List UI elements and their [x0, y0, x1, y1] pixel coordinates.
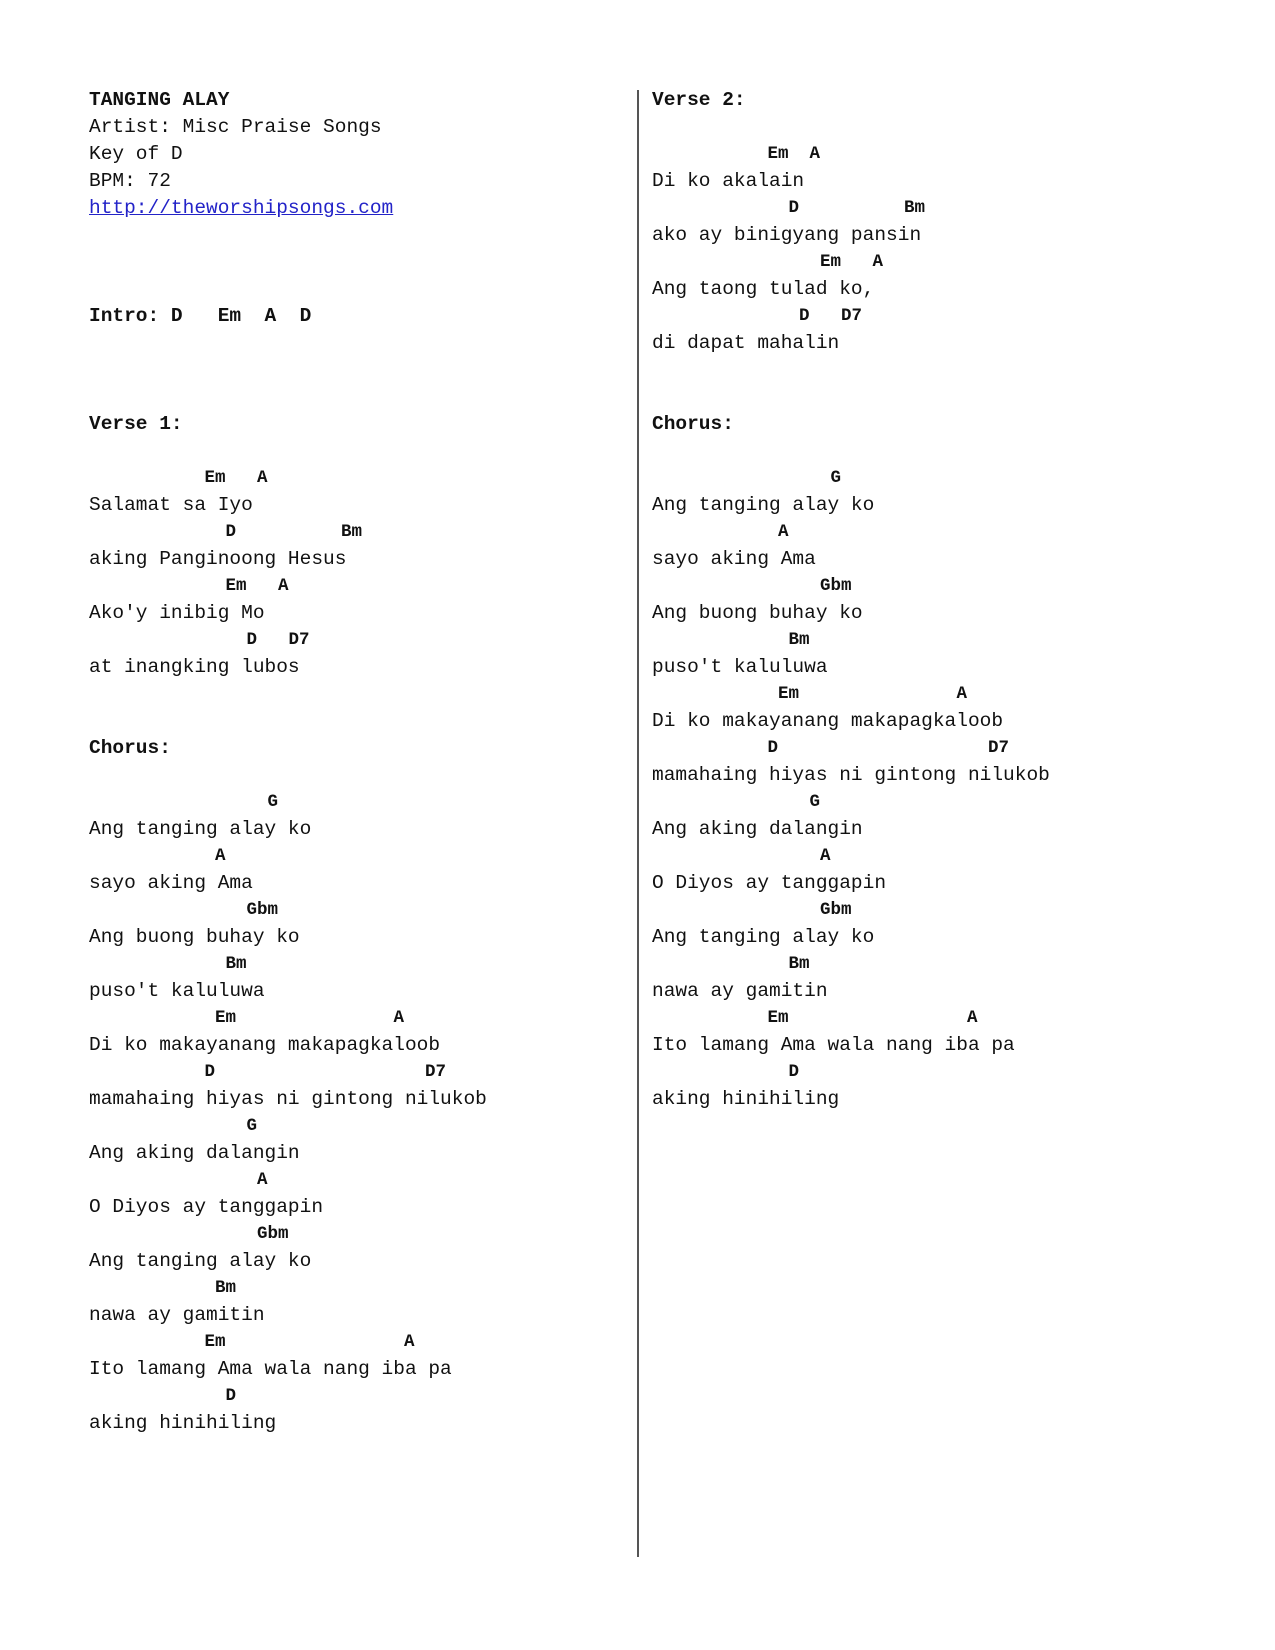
chord-line: Em A [652, 252, 884, 272]
lyric-line: ako ay binigyang pansin [652, 224, 922, 246]
lyric-line: Ang aking dalangin [652, 818, 863, 840]
lyric-line: Ang buong buhay ko [89, 926, 300, 948]
chord-line: A [89, 1170, 268, 1190]
chord-line: Em A [652, 1008, 978, 1028]
chord-line: D [652, 1062, 800, 1082]
lyric-line: Ang tanging alay ko [652, 926, 875, 948]
verse2-label: Verse 2: [652, 89, 746, 111]
chord-line: D D7 [89, 1062, 447, 1082]
artist-line: Artist: Misc Praise Songs [89, 116, 382, 138]
lyric-line: Ang tanging alay ko [652, 494, 875, 516]
chord-line: Em A [652, 684, 968, 704]
lyric-line: Di ko makayanang makapagkaloob [89, 1034, 441, 1056]
lyric-line: puso't kaluluwa [652, 656, 828, 678]
lyric-line: at inangking lubos [89, 656, 300, 678]
chord-line: Gbm [89, 1224, 289, 1244]
chord-line: G [89, 792, 279, 812]
chorus-right-lines [652, 465, 1252, 1113]
chord-line: D Bm [652, 198, 926, 218]
chord-line: Bm [89, 1278, 237, 1298]
lyric-line: nawa ay gamitin [652, 980, 828, 1002]
chord-line: A [89, 846, 226, 866]
chord-line: D Bm [89, 522, 363, 542]
lyric-line: mamahaing hiyas ni gintong nilukob [652, 764, 1050, 786]
chord-line: A [652, 522, 789, 542]
chord-line: Em A [89, 1008, 405, 1028]
lyric-line: Ang tanging alay ko [89, 1250, 312, 1272]
song-title: TANGING ALAY [89, 89, 230, 111]
chord-line: Gbm [652, 900, 852, 920]
chord-line: A [652, 846, 831, 866]
lyric-line: Ito lamang Ama wala nang iba pa [652, 1034, 1015, 1056]
chord-line: Em A [652, 144, 821, 164]
chord-line: Gbm [652, 576, 852, 596]
lyric-line: Ang buong buhay ko [652, 602, 863, 624]
lyric-line: sayo aking Ama [89, 872, 253, 894]
chord-line: Bm [652, 630, 810, 650]
chorus-label: Chorus: [89, 737, 171, 759]
column-divider [637, 90, 639, 1557]
verse1-label: Verse 1: [89, 413, 183, 435]
lyric-line: Ang tanging alay ko [89, 818, 312, 840]
chord-line: Em A [89, 468, 268, 488]
lyric-line: puso't kaluluwa [89, 980, 265, 1002]
verse2-lines [652, 141, 1252, 357]
chorus-label: Chorus: [652, 413, 734, 435]
lyric-line: sayo aking Ama [652, 548, 816, 570]
lyric-line: nawa ay gamitin [89, 1304, 265, 1326]
lyric-line: O Diyos ay tanggapin [652, 872, 887, 894]
intro-line: Intro: D Em A D [89, 305, 312, 327]
lyric-line: di dapat mahalin [652, 332, 840, 354]
chord-line: D [89, 1386, 237, 1406]
lyric-line: aking hinihiling [89, 1412, 277, 1434]
chord-line: G [652, 468, 842, 488]
chorus-left-lines [89, 789, 629, 1437]
chord-line: Bm [652, 954, 810, 974]
lyric-line: aking hinihiling [652, 1088, 840, 1110]
lyric-line: Ako'y inibig Mo [89, 602, 265, 624]
chord-line: G [89, 1116, 258, 1136]
chord-line: D D7 [652, 738, 1010, 758]
lyric-line: Ito lamang Ama wala nang iba pa [89, 1358, 452, 1380]
chord-line: Gbm [89, 900, 279, 920]
chord-line: D D7 [89, 630, 310, 650]
key-line: Key of D [89, 143, 183, 165]
lyric-line: aking Panginoong Hesus [89, 548, 347, 570]
lyric-line: Salamat sa Iyo [89, 494, 253, 516]
chord-line: G [652, 792, 821, 812]
left-column [89, 87, 629, 1437]
verse1-lines [89, 465, 629, 681]
lyric-line: mamahaing hiyas ni gintong nilukob [89, 1088, 487, 1110]
chord-line: Em A [89, 576, 289, 596]
lyric-line: Di ko makayanang makapagkaloob [652, 710, 1004, 732]
lyric-line: O Diyos ay tanggapin [89, 1196, 324, 1218]
bpm-line: BPM: 72 [89, 170, 171, 192]
right-column [652, 87, 1252, 1113]
chord-line: Bm [89, 954, 247, 974]
lyric-line: Ang taong tulad ko, [652, 278, 875, 300]
lyric-line: Ang aking dalangin [89, 1142, 300, 1164]
lyric-line: Di ko akalain [652, 170, 805, 192]
website-link[interactable]: http://theworshipsongs.com [89, 197, 394, 219]
chord-line: D D7 [652, 306, 863, 326]
chord-line: Em A [89, 1332, 415, 1352]
